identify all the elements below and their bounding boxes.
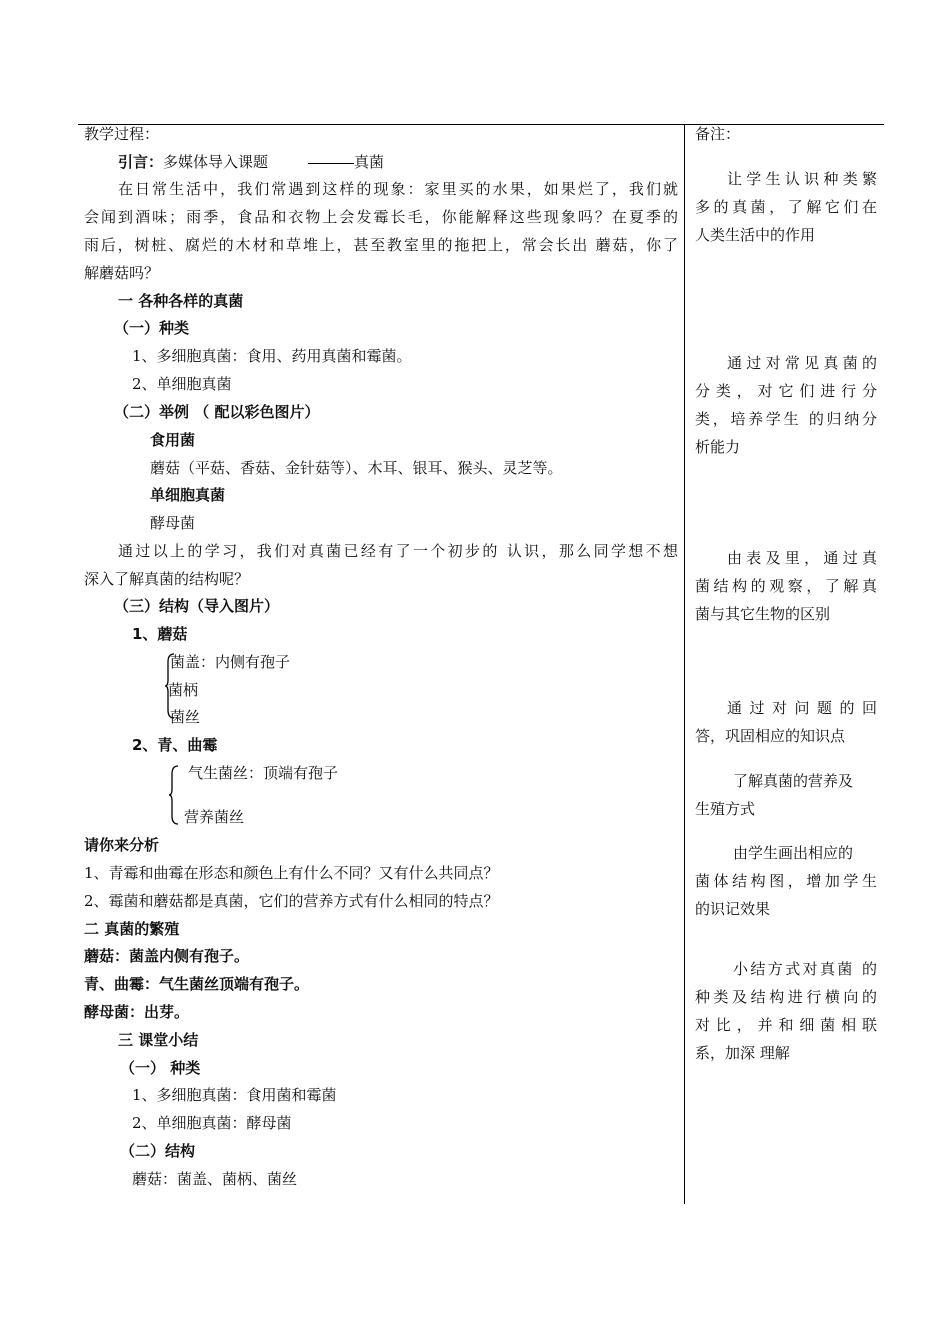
note-line: 对比，并和细菌相联 [695, 1016, 877, 1034]
section1-heading: 一 各种各样的真菌 [118, 292, 244, 310]
note-line: 菌结构的观察，了解真 [695, 577, 877, 595]
note-line: 类，培养学生 的归纳分 [695, 410, 877, 428]
section1-item: 2、单细胞真菌 [132, 375, 232, 393]
para1-line: 雨后，树桩、腐烂的木材和草堆上，甚至教室里的拖把上，常会长出 蘑菇，你了 [84, 236, 678, 254]
note-line: 菌体结构图，增加学生 [695, 872, 877, 890]
section2-item: 蘑菇：菌盖内侧有孢子。 [84, 947, 250, 965]
para2-line: 通过以上的学习，我们对真菌已经有了一个初步的 认识，那么同学想不想 [118, 542, 678, 560]
mold-label: 2、青、曲霉 [132, 736, 218, 754]
analysis-heading: 请你来分析 [84, 836, 160, 854]
section3-sub2: （二）结构 [120, 1142, 196, 1160]
para2-line: 深入了解真菌的结构呢？ [84, 570, 250, 588]
section1-sub1: （一）种类 [114, 319, 190, 337]
mushroom-part: 菌盖：内侧有孢子 [170, 653, 291, 671]
single-label: 单细胞真菌 [150, 486, 226, 504]
note-line: 的识记效果 [695, 900, 771, 918]
analysis-question: 1、青霉和曲霉在形态和颜色上有什么不同？又有什么共同点？ [84, 864, 499, 882]
note-line: 答，巩固相应的知识点 [695, 727, 846, 745]
intro-title: 真菌 [354, 153, 385, 171]
section3-item: 2、单细胞真菌：酵母菌 [132, 1114, 292, 1132]
section3-structure-text: 蘑菇：菌盖、菌柄、菌丝 [132, 1170, 298, 1188]
single-text: 酵母菌 [150, 514, 196, 532]
note-line: 析能力 [695, 438, 741, 456]
section1-item: 1、多细胞真菌：食用、药用真菌和霉菌。 [132, 347, 412, 365]
section3-item: 1、多细胞真菌：食用菌和霉菌 [132, 1086, 337, 1104]
note-line: 人类生活中的作用 [695, 226, 816, 244]
mushroom-label: 1、蘑菇 [132, 625, 188, 643]
note-line: 由学生画出相应的 [733, 844, 854, 862]
section2-heading: 二 真菌的繁殖 [84, 920, 180, 938]
para1-line: 会闻到酒味；雨季，食品和衣物上会发霉长毛，你能解释这些现象吗？在夏季的 [84, 208, 678, 226]
notes-label: 备注： [695, 125, 741, 143]
column-divider [684, 124, 685, 1204]
section2-item: 青、曲霉：气生菌丝顶端有孢子。 [84, 975, 310, 993]
note-line: 系，加深 理解 [695, 1044, 790, 1062]
section3-sub1: （一） 种类 [120, 1059, 201, 1077]
structure-heading: （三）结构（导入图片） [114, 597, 280, 615]
dash-line [308, 163, 354, 164]
analysis-question: 2、霉菌和蘑菇都是真菌，它们的营养方式有什么相同的特点？ [84, 892, 499, 910]
mushroom-part: 菌丝 [170, 708, 201, 726]
process-label: 教学过程： [84, 125, 160, 143]
note-line: 种类及结构进行横向的 [695, 988, 877, 1006]
section3-heading: 三 课堂小结 [118, 1031, 199, 1049]
note-line: 分类，对它们进行分 [695, 382, 877, 400]
para1-line: 解蘑菇吗？ [84, 264, 160, 282]
note-line: 由表及里，通过真 [727, 549, 877, 567]
note-line: 通过对常见真菌的 [727, 354, 877, 372]
intro-label: 引言： [118, 153, 164, 171]
edible-label: 食用菌 [150, 431, 196, 449]
note-line: 了解真菌的营养及 [733, 772, 854, 790]
edible-text: 蘑菇（平菇、香菇、金针菇等）、木耳、银耳、猴头、灵芝等。 [150, 459, 563, 477]
intro-text: 多媒体导入课题 [163, 153, 269, 171]
note-line: 让学生认识种类繁 [727, 170, 877, 188]
mold-part: 气生菌丝：顶端有孢子 [188, 764, 339, 782]
note-line: 生殖方式 [695, 800, 756, 818]
mushroom-part: 菌柄 [168, 681, 199, 699]
section2-item: 酵母菌：出芽。 [84, 1003, 190, 1021]
intro-line [118, 152, 384, 172]
mold-brace [168, 764, 180, 826]
mold-part: 营养菌丝 [184, 808, 245, 826]
section1-sub2: （二）举例 （ 配以彩色图片） [114, 403, 320, 421]
note-line: 小结方式对真菌 的 [733, 960, 877, 978]
para1-line: 在日常生活中，我们常遇到这样的现象：家里买的水果，如果烂了，我们就 [118, 180, 678, 198]
note-line: 多的真菌，了解它们在 [695, 198, 877, 216]
note-line: 菌与其它生物的区别 [695, 605, 831, 623]
note-line: 通过对问题的回 [727, 699, 877, 717]
